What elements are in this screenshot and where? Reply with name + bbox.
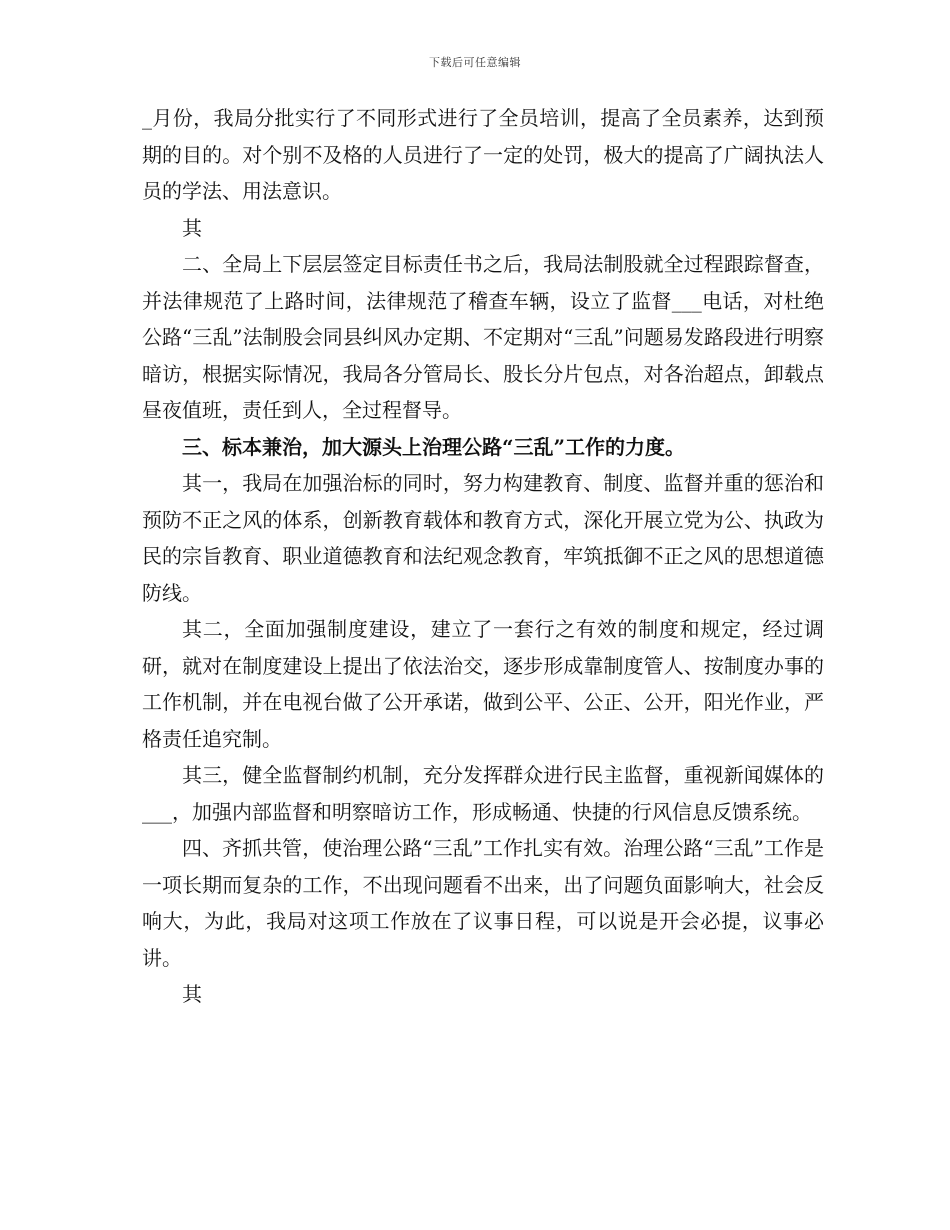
section-heading-3: 三、标本兼治，加大源头上治理公路“三乱”工作的力度。 (182, 434, 686, 459)
paragraph-item-1: 其一，我局在加强治标的同时，努力构建教育、制度、监督并重的惩治和预防不正之风的体系，创新教育载体和教育方式，深化开展立党为公、执政为民的宗旨教育、职业道德教育和法纪观念教育，牢筑抵御不正之风的思想道德防线。 (142, 471, 824, 605)
document-body (142, 100, 824, 1013)
paragraph-section-2: 二、全局上下层层签定目标责任书之后，我局法制股就全过程跟踪督查，并法律规范了上路时间，法律规范了稽查车辆，设立了监督___电话，对杜绝公路“三乱”法制股会同县纠风办定期、不定期对“三乱”问题易发路段进行明察暗访，根据实际情况，我局各分管局长、股长分片包点，对各治超点，卸载点昼夜值班，责任到人，全过程督导。 (142, 252, 824, 422)
paragraph-fragment: 其 (182, 215, 202, 240)
paragraph-continuation: _月份，我局分批实行了不同形式进行了全员培训，提高了全员素养，达到预期的目的。对个别不及格的人员进行了一定的处罚，极大的提高了广阔执法人员的学法、用法意识。 (142, 106, 824, 203)
paragraph-item-2: 其二，全面加强制度建设，建立了一套行之有效的制度和规定，经过调研，就对在制度建设上提出了依法治交，逐步形成靠制度管人、按制度办事的工作机制，并在电视台做了公开承诺，做到公平、公正、公开，阳光作业，严格责任追究制。 (142, 617, 824, 751)
paragraph-fragment-end: 其 (182, 982, 202, 1006)
page-header: 下载后可任意编辑 (429, 56, 521, 69)
paragraph-section-4: 四、齐抓共管，使治理公路“三乱”工作扎实有效。治理公路“三乱”工作是一项长期而复杂的工作，不出现问题看不出来，出了问题负面影响大，社会反响大，为此，我局对这项工作放在了议事日程，可以说是开会必提，议事必讲。 (142, 836, 824, 970)
paragraph-item-3: 其三，健全监督制约机制，充分发挥群众进行民主监督，重视新闻媒体的___，加强内部监督和明察暗访工作，形成畅通、快捷的行风信息反馈系统。 (142, 763, 824, 824)
